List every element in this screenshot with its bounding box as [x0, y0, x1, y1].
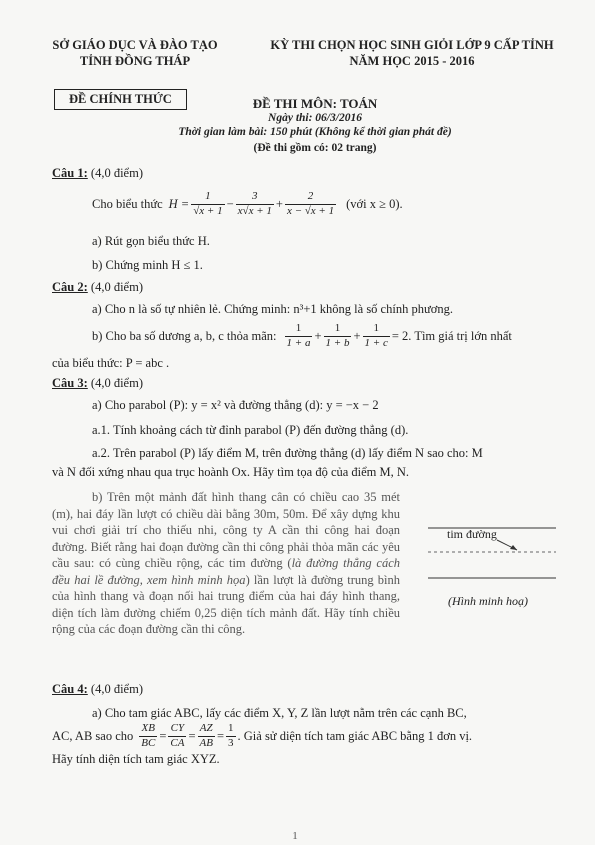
q3-title: Câu 3: — [52, 376, 88, 390]
q4-ratio-3: $\frac{AZ}{AB}$ — [199, 722, 213, 749]
q4-part-a-line2: AC, AB sao cho $\frac{XB}{BC}$ = $\frac{CY}{CA}$ = $\frac{AZ}{AB}$ = $\frac{1}{3}$ . Giả sử diện tích tam giác ABC bằng 1 đơn vị. — [52, 722, 473, 749]
q1-title: Câu 1: — [52, 166, 88, 180]
agency-name: SỞ GIÁO DỤC VÀ ĐÀO TẠO — [52, 38, 218, 52]
q2-b-eq: = 2 — [391, 328, 409, 343]
q2-points: (4,0 điểm) — [90, 280, 143, 294]
province-name: TỈNH ĐỒNG THÁP — [79, 54, 191, 68]
q3-part-b: b) Trên một mảnh đất hình thang cân có chiều cao 35 mét (m), hai đáy lần lượt có chiều dài bằng 30m, 50m. Để xây dựng khu vui chơi giải trí cho thiếu nhi, công ty A cần thi công hai đoạn đường. Biết rằng hai đoạn đường cần thi công phải thỏa mãn các yêu cầu sau: có cùng chiều rộng, các tim đường (là đường thẳng cách đều hai lề đường, xem hình minh họa) lần lượt là đường trung bình của hình thang và đoạn nối hai trung điểm của hai đáy hình thang, diện tích làm đường chiếm 0,25 diện tích mảnh đất. Hãy tính chiều rộng của các đoạn đường cần thi công. — [52, 490, 401, 636]
q1-plus: + — [275, 196, 283, 211]
exam-name: KỲ THI CHỌN HỌC SINH GIỎI LỚP 9 CẤP TỈNH — [270, 38, 554, 52]
q1-part-a: a) Rút gọn biểu thức H. — [92, 234, 210, 248]
q3-points: (4,0 điểm) — [90, 376, 143, 390]
page-number: 1 — [292, 830, 298, 842]
q2-part-b: b) Cho ba số dương a, b, c thỏa mãn: $\frac{1}{1 + a}$ + $\frac{1}{1 + b}$ + $\frac{1}{1 + c}$ = 2 . Tìm giá trị lớn nhất — [92, 322, 512, 349]
q1-part-b: b) Chứng minh H ≤ 1. — [92, 258, 203, 272]
q4-ratio-1: $\frac{XB}{BC}$ — [141, 722, 156, 749]
fig-label: tim đường — [447, 527, 497, 541]
q4-points: (4,0 điểm) — [90, 682, 143, 696]
q4-title: Câu 4: — [52, 682, 88, 696]
page-count: (Đề thi gồm có: 02 trang) — [253, 142, 377, 154]
q1-points: (4,0 điểm) — [90, 166, 143, 180]
q1-frac-2: $\frac{3}{x√x + 1}$ — [237, 190, 272, 217]
q2-title: Câu 2: — [52, 280, 88, 294]
q3-part-a1: a.1. Tính khoảng cách từ đỉnh parabol (P) đến đường thẳng (d). — [92, 423, 409, 437]
exam-date: Ngày thi: 06/3/2016 — [268, 112, 362, 124]
q2-b-post: . Tìm giá trị lớn nhất — [408, 328, 512, 343]
q1-lhs: H = — [168, 196, 190, 211]
fig-caption: (Hình minh hoạ) — [448, 594, 528, 608]
q1-frac-1: $\frac{1}{√x + 1}$ — [193, 190, 223, 217]
q4-part-a-line3: Hãy tính diện tích tam giác XYZ. — [52, 752, 220, 766]
q2-b-pre: b) Cho ba số dương a, b, c thỏa mãn: — [92, 328, 277, 343]
q2-frac-3: $\frac{1}{1 + c}$ — [364, 322, 388, 349]
q2-heading — [52, 280, 143, 295]
q2-part-b-line2: của biểu thức: P = abc . — [52, 356, 170, 370]
q2-frac-1: $\frac{1}{1 + a}$ — [286, 322, 311, 349]
q1-minus: − — [226, 196, 234, 211]
q4-part-a-line1: a) Cho tam giác ABC, lấy các điểm X, Y, Z lần lượt nằm trên các cạnh BC, — [92, 706, 467, 720]
q1-frac-3: $\frac{2}{x - √x + 1}$ — [286, 190, 335, 217]
q4-ratio-2: $\frac{CY}{CA}$ — [170, 722, 185, 749]
q1-condition: (với x ≥ 0). — [346, 196, 403, 211]
school-year: NĂM HỌC 2015 - 2016 — [349, 54, 475, 68]
official-badge: ĐỀ CHÍNH THỨC — [54, 89, 187, 110]
q1-heading — [52, 166, 143, 181]
q2-part-a: a) Cho n là số tự nhiên lẻ. Chứng minh: n³+1 không là số chính phương. — [92, 302, 453, 316]
q1-intro: Cho biểu thức — [92, 196, 163, 211]
q2-frac-2: $\frac{1}{1 + b}$ — [325, 322, 350, 349]
exam-subject: ĐỀ THI MÔN: TOÁN — [252, 96, 378, 111]
q3-part-a2-line2: và N đối xứng nhau qua trục hoành Ox. Hãy tìm tọa độ của điểm M, N. — [52, 465, 410, 479]
q3-part-a2-line1: a.2. Trên parabol (P) lấy điểm M, trên đường thẳng (d) lấy điểm N sao cho: M — [92, 446, 483, 460]
q3-part-a: a) Cho parabol (P): y = x² và đường thẳng (d): y = −x − 2 — [92, 398, 379, 412]
q1-expression — [92, 190, 403, 219]
q4-ratio-4: $\frac{1}{3}$ — [228, 722, 234, 749]
exam-duration: Thời gian làm bài: 150 phút (Không kể thời gian phát đề) — [178, 126, 452, 138]
q3-heading — [52, 376, 143, 391]
q4-heading — [52, 682, 143, 697]
